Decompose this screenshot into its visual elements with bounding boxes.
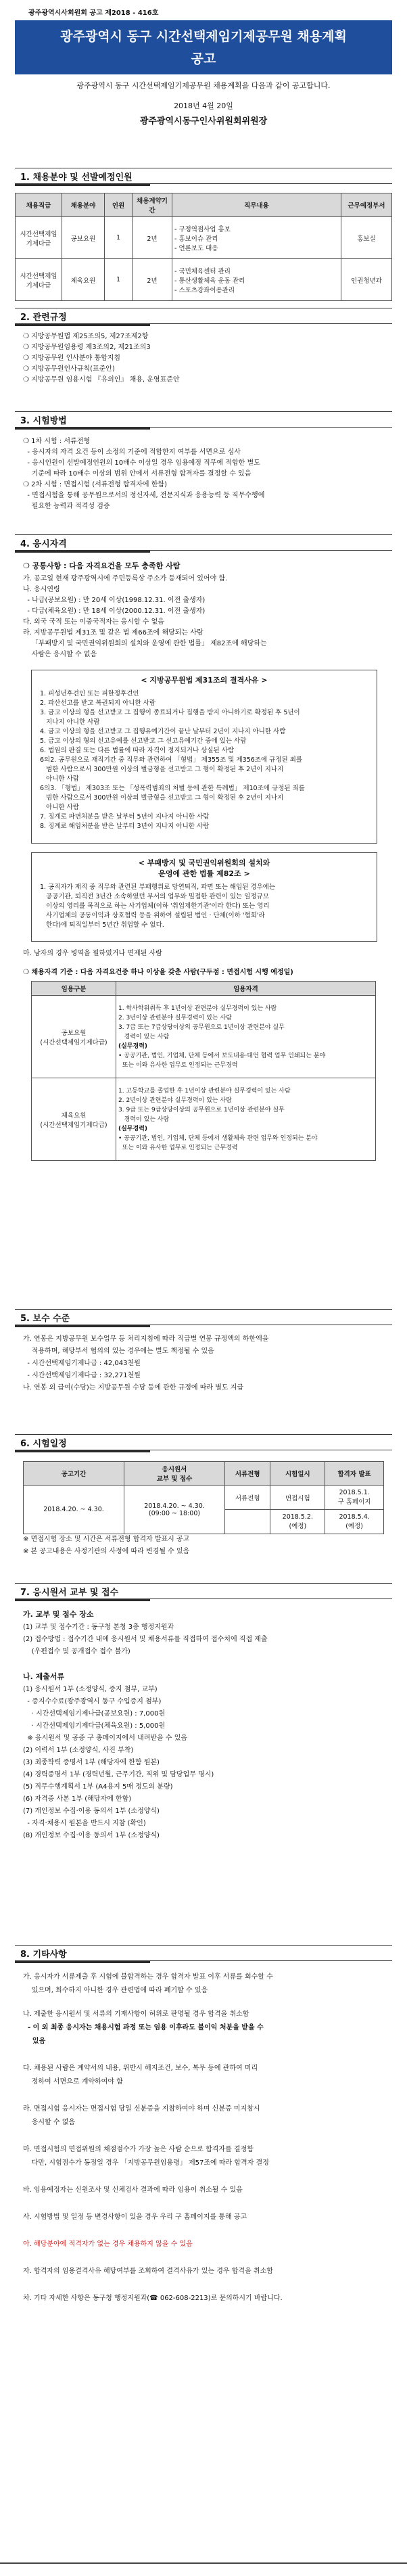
apply-line: · 시간선택제임기제다급(체육요원) : 5,000원	[23, 1722, 166, 1730]
th-schedule: 합격자 발표	[325, 1462, 384, 1486]
cell: - 구정역점사업 홍보 - 홍보이슈 관리 - 언론보도 대응	[172, 217, 341, 259]
section-3-header	[15, 411, 392, 428]
pay-line: - 시간선택제임기제나급 : 42,043천원	[23, 1360, 141, 1367]
apply-line: - 증지수수료(광주광역시 동구 수입증지 첨부)	[23, 1698, 162, 1705]
misc-line: 응시할 수 없음	[23, 2119, 76, 2126]
field-line: 경력이 있는 사람	[118, 1116, 170, 1123]
misc-line-highlight: 아. 해당분야에 적격자가 없는 경우 채용하지 않을 수 있음	[23, 2240, 193, 2248]
field-line: 경력이 있는 사람	[118, 1033, 170, 1040]
method-line: ❍ 1차 시험 : 서류전형	[23, 438, 91, 445]
method-line: 기준에 따라 10배수 이상의 범위 안에서 서류전형 합격자를 결정할 수 있음	[23, 470, 252, 478]
apply-line: (1) 교부 및 접수기간 : 동구청 본청 3층 행정지원과	[23, 1624, 174, 1631]
section-8-title: 8. 기타사항	[20, 1949, 67, 1960]
method-line: - 응시인원이 선발예정인원의 10배수 이상일 경우 임용예정 직무에 적합한 별도	[23, 459, 260, 467]
box-title: < 지방공무원법 제31조의 결격사유 >	[141, 676, 268, 685]
field-line: (실무경력)	[118, 1042, 148, 1050]
th-dept: 근무예정부서	[341, 193, 392, 217]
apply-line: (1) 응시원서 1부 (소정양식, 증지 첨부, 교부)	[23, 1686, 158, 1693]
section-7-title: 7. 응시원서 교부 및 접수	[20, 1587, 119, 1598]
misc-line: 가. 응시자가 서류제출 후 시험에 불합격하는 경우 합격자 발표 이후 서류를 회수할 수	[23, 1973, 273, 1981]
section-underline	[15, 551, 150, 553]
qual-line: 사람은 응시할 수 없음	[23, 651, 97, 658]
misc-line: 다만, 시험점수가 동점일 경우 「지방공무원임용령」 제57조에 따라 합격자 결정	[23, 2159, 269, 2167]
box-line: 범한 사람으로서 300만원 이상의 벌금형을 선고받고 그 형이 확정된 후 2년이 지나지	[40, 766, 284, 773]
apply-line: (3) 최종학력 증명서 1부 (해당자에 한함 원본)	[23, 1759, 160, 1766]
military-note: 마. 남자의 경우 병역을 필하였거나 면제된 사람	[23, 950, 162, 957]
misc-line: 있으며, 회수하지 아니한 경우 관련법에 따라 폐기할 수 있음	[23, 1987, 208, 1994]
cell: 서류전형	[225, 1486, 270, 1510]
cell: 2018.5.1. 구 홈페이지	[325, 1486, 384, 1510]
qual-line: - 나급(공보요원) : 만 20세 이상(1998.12.31. 이전 출생자)	[23, 597, 206, 604]
box-line: 4. 금고 이상의 형을 선고받고 그 집행유예기간이 끝난 날부터 2년이 지나지 아니한 사람	[40, 728, 286, 735]
box-line: 6의3. 「형법」 제303조 또는 「성폭력범죄의 처벌 등에 관한 특례법」 제10조에 규정된 죄를	[40, 785, 305, 792]
apply-line: (2) 접수방법 : 접수기간 내에 응시원서 및 채용서류를 직접하여 접수처에 직접 제출	[23, 1636, 268, 1643]
field-name: 공보요원 (시간선택제임기제다급)	[32, 996, 116, 1078]
title-banner	[15, 20, 392, 74]
apply-b-title: 나. 제출서류	[23, 1672, 65, 1681]
section-6-header	[15, 1434, 392, 1450]
section-2-header	[15, 308, 392, 324]
section-underline	[15, 1450, 150, 1452]
section-underline	[15, 1325, 150, 1327]
apply-line: (우편접수 및 공개접수 접수 불가)	[23, 1648, 130, 1655]
th-period: 채용계약기간	[133, 193, 172, 217]
apply-line: (2) 이력서 1부 (소정양식, 사진 부착)	[23, 1747, 134, 1754]
cell: 공보요원	[62, 217, 105, 259]
section-1-title: 1. 채용분야 및 선발예정인원	[20, 172, 133, 183]
field-line: • 공공기관, 법인, 기업체, 단체 등에서 보도내용·대언 협력 업무 인쇄되는 분야	[118, 1052, 326, 1059]
cell: 인권청년과	[341, 259, 392, 301]
qual-line: 라. 지방공무원법 제31조 및 같은 법 제66조에 해당되는 사람	[23, 629, 204, 637]
pay-line: 가. 연봉은 지방공무원 보수업무 등 처리지침에 따라 직급별 연봉 규정액의 하한액을	[23, 1335, 269, 1343]
apply-line: · 시간선택제임기제나급(공보요원) : 7,000원	[23, 1710, 166, 1718]
method-line: ❍ 2차 시험 : 면접시험 (서류전형 합격자에 한함)	[23, 481, 167, 488]
cell: 2018.4.20. ~ 4.30. (09:00 ~ 18:00)	[124, 1486, 225, 1534]
apply-line: (8) 개인정보 수집·이용 동의서 1부 (소정양식)	[23, 1832, 160, 1839]
field-line: (실무경력)	[118, 1125, 148, 1132]
reg-line: ❍ 지방공무원법 제25조의5, 제27조제2항	[23, 333, 149, 340]
cell: 1	[105, 217, 133, 259]
cell: 2년	[133, 259, 172, 301]
field-qual-table	[31, 981, 376, 1161]
section-5-header	[15, 1309, 392, 1325]
cell: 시간선택제임기제다급	[16, 217, 62, 259]
cell: 홍보실	[341, 217, 392, 259]
apply-line: ※ 응시원서 및 공증 구 총페이지에서 내려받을 수 있음	[23, 1734, 188, 1742]
footer-rule	[0, 2562, 407, 2564]
common-qual-title: ❍ 공통사항 : 다음 자격요건을 모두 충족한 사람	[23, 561, 181, 570]
box-line: 8. 징계로 해임처분을 받은 날부터 3년이 지나지 아니한 사람	[40, 823, 210, 830]
misc-line: 나. 제출한 응시원서 및 서류의 기재사항이 허위로 판명될 경우 합격을 취소함	[23, 2010, 249, 2018]
cell: - 국민체육센터 관리 - 통산생활체육 운동 관리 - 스포츠강좌이용관리	[172, 259, 341, 301]
box-line: 이상의 영리를 목적으로 하는 사기업체(이하 '취업제한기관'이라 한다) 또는 영리	[40, 902, 270, 910]
misc-line: 차. 기타 자세한 사항은 동구청 행정지원과(☎ 062-608-2213)로 문의하시기 바랍니다.	[23, 2295, 283, 2302]
field-qual-title: ❍ 채용자격 기준 : 다음 자격요건중 하나 이상을 갖춘 사람(구두점 : 면접시험 시행 예정일)	[23, 969, 293, 976]
section-2-title: 2. 관련규정	[20, 312, 67, 323]
field-line: 2. 3년이상 관련분야 실무경력이 있는 사람	[118, 1014, 232, 1021]
qual-line: 다. 외국 국적 또는 이중국적자는 응시할 수 없음	[23, 618, 164, 626]
field-name: 체육요원 (시간선택제임기제다급)	[32, 1078, 116, 1161]
recruit-table	[15, 193, 392, 301]
th-qual: 임용자격	[116, 982, 376, 996]
section-8-header	[15, 1945, 392, 1961]
section-6-title: 6. 시험일정	[20, 1438, 67, 1449]
schedule-note: ※ 본 공고내용은 사정기관의 사정에 따라 변경될 수 있음	[23, 1548, 190, 1555]
cell: 1	[105, 259, 133, 301]
field-line: 또는 이와 유사한 업무로 인정되는 근무경력	[118, 1061, 238, 1069]
apply-line: - 자격·채용시 원본을 반드시 지참 (확인)	[23, 1820, 146, 1827]
reg-line: ❍ 지방공무원 인사분야 통합지침	[23, 354, 121, 362]
th-schedule: 시험일시	[270, 1462, 325, 1486]
section-3-title: 3. 시험방법	[20, 415, 67, 426]
title-line-1: 광주광역시 동구 시간선택제임기제공무원 채용계획	[60, 29, 347, 44]
pay-line: 적용하며, 해당부서 협의의 있는 경우에는 별도 책정될 수 있음	[23, 1348, 214, 1355]
anticorruption-box	[31, 852, 377, 942]
field-line: • 공공기관, 법인, 기업체, 단체 등에서 생활체육 관련 업무와 인정되는 분야	[118, 1134, 318, 1142]
issuer: 광주광역시동구인사위원회위원장	[139, 116, 268, 127]
notice-date: 2018년 4월 20일	[174, 101, 233, 110]
th-type: 임용구분	[32, 982, 116, 996]
misc-line: 사. 시험방법 및 일정 등 변경사항이 있을 경우 우리 구 홈페이지를 통해 공고	[23, 2213, 247, 2221]
box-title: 운영에 관한 법률 제82조 >	[158, 869, 250, 878]
cell: 체육요원	[62, 259, 105, 301]
th-schedule: 응시원서 교부 및 접수	[124, 1462, 225, 1486]
cell: 2018.4.20. ~ 4.30.	[24, 1486, 124, 1534]
field-line: 1. 고등학교를 졸업한 후 1년이상 관련분야 실무경력이 있는 사람	[118, 1087, 291, 1095]
box-line: 지나지 아니한 사람	[40, 718, 100, 726]
reg-line: ❍ 지방공무원임용령 제3조의2, 제21조의3	[23, 344, 151, 351]
box-line: 2. 파산선고를 받고 복권되지 아니한 사람	[40, 699, 155, 707]
apply-line: (6) 자격증 사본 1부 (해당자에 한함)	[23, 1795, 132, 1803]
box-line: 6. 법원의 판결 또는 다른 법률에 따라 자격이 정지되거나 상실된 사람	[40, 747, 235, 754]
pay-line: 나. 연봉 외 급여(수당)는 지방공무원 수당 등에 관한 규정에 따라 별도 지급	[23, 1384, 244, 1392]
box-line: 1. 피성년후견인 또는 피한정후견인	[40, 690, 139, 697]
misc-line: - 이 외 최종 응시자는 채용시험 과정 또는 임용 이후라도 불이익 처분을 받을 수	[23, 2024, 264, 2031]
box-line: 사기업체의 공동이익과 상호협력 등을 위하여 설립된 법인 · 단체(이하 '협회'라	[40, 912, 265, 919]
box-line: 공공기관, 퇴직전 3년간 소속하였던 부서의 업무와 밀접한 관련이 있는 일정규모	[40, 893, 269, 900]
misc-line: 마. 면접시험의 면접위원의 채점점수가 가장 높은 사람 순으로 합격자를 결정함	[23, 2146, 254, 2153]
method-line: 필요한 능력과 적격성 검증	[23, 503, 110, 510]
th-count: 인원	[105, 193, 133, 217]
th-schedule: 서류전형	[225, 1462, 270, 1486]
pay-line: - 시간선택제임기제다급 : 32,271천원	[23, 1372, 141, 1379]
misc-line: 라. 면접시험 응시자는 면접시험 당일 신분증을 지참하여야 하며 신분증 미지참시	[23, 2105, 260, 2113]
section-1-header	[15, 168, 392, 184]
th-schedule: 공고기간	[24, 1462, 124, 1486]
field-line: 3. 9급 또는 9급상당이상의 공무원으로 1년이상 관련분야 실무	[118, 1106, 285, 1113]
box-line: 한다)에 퇴직일부터 5년간 취업할 수 없다.	[40, 921, 164, 929]
box-line: 5. 금고 이상의 형의 선고유예를 선고받고 그 선고유예기간 중에 있는 사람	[40, 737, 247, 745]
misc-line: 있음	[23, 2038, 46, 2045]
cell: 시간선택제임기제다급	[16, 259, 62, 301]
th-field: 채용분야	[62, 193, 105, 217]
misc-line: 바. 임용예정자는 신원조사 및 신체검사 결과에 따라 임용이 취소될 수 있음	[23, 2186, 243, 2194]
section-7-header	[15, 1583, 392, 1599]
box-line: 범한 사람으로서 300만원 이상의 벌금형을 선고받고 그 형이 확정된 후 2년이 지나지	[40, 794, 284, 802]
section-5-title: 5. 보수 수준	[20, 1313, 70, 1324]
qual-line: 가. 공고일 현재 광주광역시에 주민등록상 주소가 등재되어 있어야 함.	[23, 575, 228, 582]
cell: 2018.5.2. (예정)	[270, 1510, 325, 1534]
section-4-header	[15, 534, 392, 551]
box-line: 6의2. 공무원으로 재직기간 중 직무와 관련하여 「형법」 제355조 및 제356조에 규정된 죄를	[40, 756, 303, 764]
th-duty: 직무내용	[172, 193, 341, 217]
field-line: 1. 학사학위취득 후 1년이상 관련분야 실무경력이 있는 사람	[118, 1005, 277, 1012]
method-line: - 면접시험을 통해 공무원으로서의 정신자세, 전문지식과 응용능력 등 직무수행에	[23, 492, 265, 499]
apply-line: (7) 개인정보 수집·이용 동의서 1부 (소정양식)	[23, 1808, 160, 1815]
field-line: 2. 2년이상 관련분야 실무경력이 있는 사람	[118, 1097, 232, 1104]
intro-text: 광주광역시 동구 시간선택제임기제공무원 채용계획을 다음과 같이 공고합니다.	[76, 81, 331, 90]
box-line: 3. 금고 이상의 형을 선고받고 그 집행이 종료되거나 집행을 받지 아니하기로 확정된 후 5년이	[40, 709, 300, 716]
field-line: 또는 이와 유사한 업무로 인정되는 근무경력	[118, 1144, 238, 1151]
disqualification-box	[31, 670, 377, 844]
method-line: - 응시자의 자격 요건 등이 소정의 기준에 적합한지 여부를 서면으로 심사	[23, 448, 241, 456]
apply-a-title: 가. 교부 및 접수 장소	[23, 1610, 94, 1619]
box-line: 7. 징계로 파면처분을 받은 날부터 5년이 지나지 아니한 사람	[40, 813, 210, 821]
apply-line: (4) 경력증명서 1부 (경력년월, 근무기간, 직위 및 담당업무 명시)	[23, 1771, 214, 1778]
th-rank: 채용직급	[16, 193, 62, 217]
section-underline	[15, 1961, 150, 1963]
section-underline	[15, 428, 150, 430]
box-line: 1. 공직자가 재직 중 직무와 관련된 부패행위로 당연퇴직, 파면 또는 해임된 경우에는	[40, 883, 276, 891]
misc-line: 정하여 서면으로 계약하여야 함	[23, 2078, 123, 2086]
apply-line: (5) 직무수행계획서 1부 (A4용지 5매 정도의 분량)	[23, 1783, 173, 1791]
section-underline	[15, 184, 150, 186]
cell	[225, 1510, 270, 1534]
section-underline	[15, 1599, 150, 1601]
misc-line: 다. 채용된 사람은 계약서의 내용, 위반시 해지조건, 보수, 복무 등에 관하여 미리	[23, 2065, 258, 2072]
title-line-2: 공고	[191, 51, 216, 66]
qual-line: 나. 응시연령	[23, 586, 60, 593]
section-4-title: 4. 응시자격	[20, 538, 67, 549]
qual-line: 「부패방지 및 국민권익위원회의 설치와 운영에 관한 법률」 제82조에 해당하는	[23, 640, 267, 647]
schedule-note: ※ 면접시험 장소 및 시간은 서류전형 합격자 발표시 공고	[23, 1536, 190, 1543]
section-underline	[15, 324, 150, 326]
reg-line: ❍ 지방공무원인사규칙(표준안)	[23, 365, 115, 373]
box-title: < 부패방지 및 국민권익위원회의 설치와	[138, 858, 270, 867]
doc-number: 광주광역시사회원회 공고 제2018 - 416호	[28, 9, 159, 17]
box-line: 아니한 사람	[40, 775, 79, 783]
cell: 2년	[133, 217, 172, 259]
field-line: 3. 7급 또는 7급상당이상의 공무원으로 1년이상 관련분야 실무	[118, 1024, 285, 1031]
cell: 면접시험	[270, 1486, 325, 1510]
qual-line: - 다급(체육요원) : 만 18세 이상(2000.12.31. 이전 출생자)	[23, 607, 206, 615]
box-line: 아니한 사람	[40, 804, 79, 811]
reg-line: ❍ 지방공무원 임용시험 『유의인』 채용, 운영표준안	[23, 376, 180, 384]
misc-line: 자. 합격자의 임용결격사유 해당여부를 조회하여 결격사유가 있는 경우 합격을 취소함	[23, 2268, 273, 2275]
schedule-table	[23, 1461, 384, 1534]
cell: 2018.5.4. (예정)	[325, 1510, 384, 1534]
